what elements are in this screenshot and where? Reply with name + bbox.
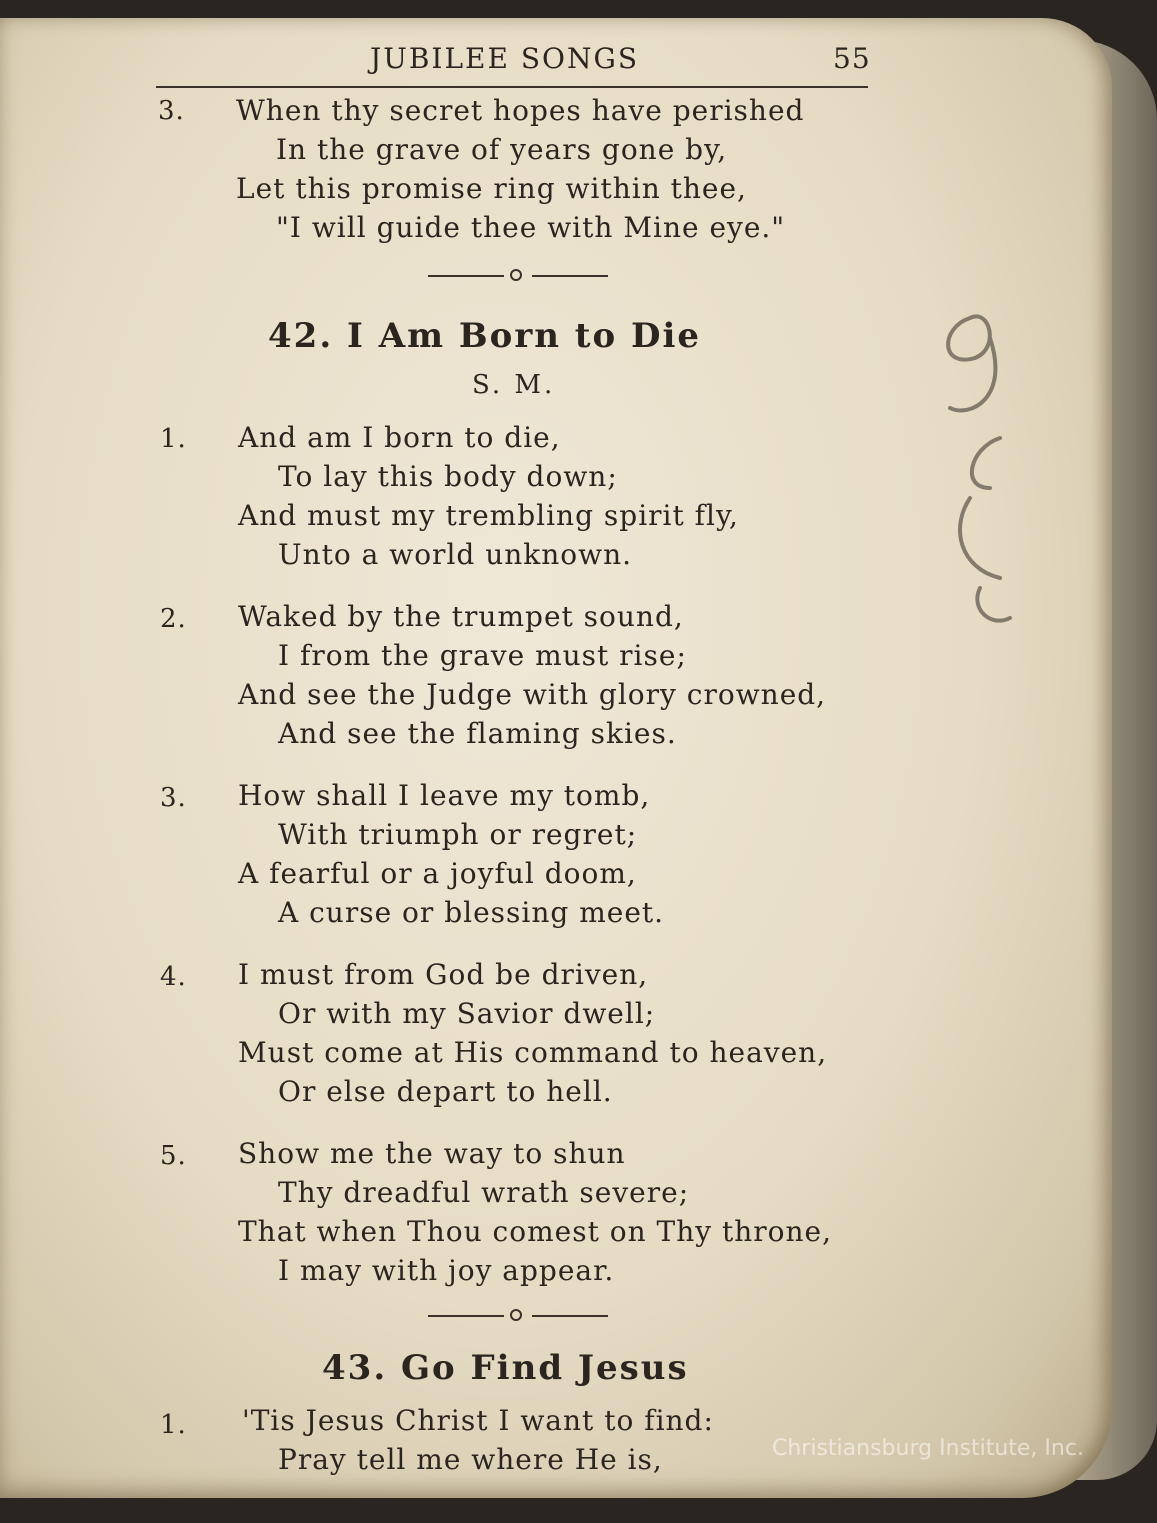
page-number: 55 xyxy=(833,42,871,75)
verse-number: 3. xyxy=(160,783,187,813)
verse-line: In the grave of years gone by, xyxy=(276,133,728,166)
verse-line: I from the grave must rise; xyxy=(278,639,687,672)
verse-line: When thy secret hopes have perished xyxy=(236,94,805,127)
pencil-marking-icon xyxy=(930,298,1050,638)
verse-line: A curse or blessing meet. xyxy=(278,896,665,929)
verse-number: 1. xyxy=(160,1410,187,1440)
verse-number: 1. xyxy=(160,424,187,454)
header-rule xyxy=(156,86,868,88)
verse-line: Must come at His command to heaven, xyxy=(238,1036,828,1069)
verse-number: 3. xyxy=(158,96,185,126)
hymnal-page xyxy=(0,18,1112,1498)
verse-line: Waked by the trumpet sound, xyxy=(238,600,684,633)
verse-line: To lay this body down; xyxy=(278,460,618,493)
running-head: JUBILEE SONGS xyxy=(370,42,640,75)
verse-line: Or with my Savior dwell; xyxy=(278,997,656,1030)
verse-number: 4. xyxy=(160,962,187,992)
verse-line: Show me the way to shun xyxy=(238,1137,626,1170)
verse-line: A fearful or a joyful doom, xyxy=(238,857,637,890)
verse-line: I may with joy appear. xyxy=(278,1254,615,1287)
watermark: Christiansburg Institute, Inc. xyxy=(772,1436,1084,1461)
verse-line: Pray tell me where He is, xyxy=(278,1443,663,1476)
verse-line: Unto a world unknown. xyxy=(278,538,633,571)
hymn-title: 42. I Am Born to Die xyxy=(268,316,702,356)
verse-line: With triumph or regret; xyxy=(278,818,638,851)
verse-line: Let this promise ring within thee, xyxy=(236,172,747,205)
verse-line: How shall I leave my tomb, xyxy=(238,779,651,812)
verse-number: 2. xyxy=(160,604,187,634)
section-ornament xyxy=(428,268,608,284)
verse-line: Thy dreadful wrath severe; xyxy=(278,1176,690,1209)
verse-line: 'Tis Jesus Christ I want to find: xyxy=(242,1404,714,1437)
verse-line: That when Thou comest on Thy throne, xyxy=(238,1215,832,1248)
verse-number: 5. xyxy=(160,1141,187,1171)
verse-line: I must from God be driven, xyxy=(238,958,649,991)
hymn-meter: S. M. xyxy=(472,370,556,400)
section-ornament xyxy=(428,1308,608,1324)
verse-line: "I will guide thee with Mine eye." xyxy=(276,211,786,244)
hymn-title: 43. Go Find Jesus xyxy=(322,1348,689,1388)
verse-line: And must my trembling spirit fly, xyxy=(238,499,739,532)
verse-line: And see the Judge with glory crowned, xyxy=(238,678,827,711)
verse-line: Or else depart to hell. xyxy=(278,1075,613,1108)
verse-line: And see the flaming skies. xyxy=(278,717,677,750)
verse-line: And am I born to die, xyxy=(238,421,561,454)
